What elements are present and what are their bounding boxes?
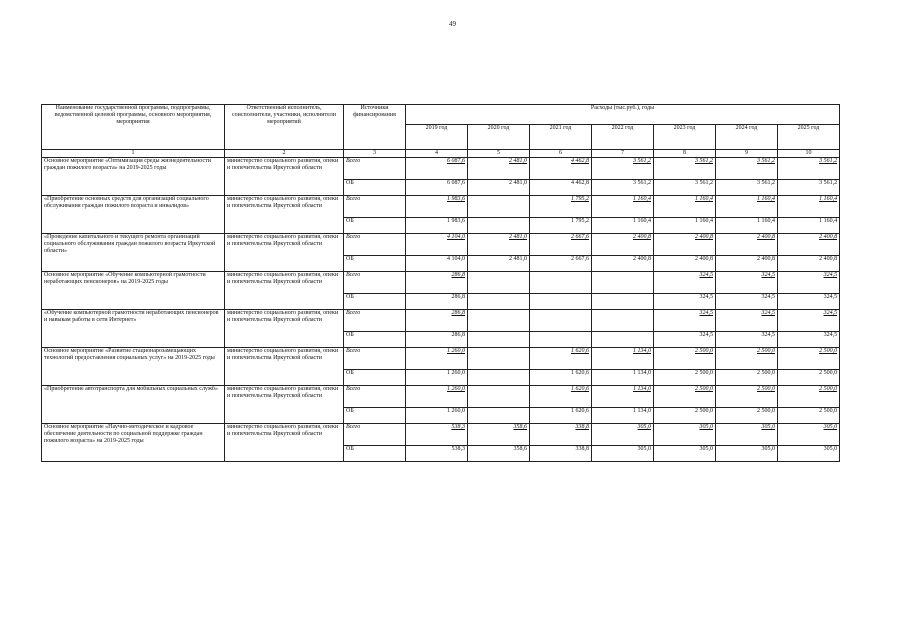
total-amount-cell: 1 983,6 bbox=[406, 196, 468, 218]
responsible-executor: министерство социального развития, опеки и попечительства Иркутской области bbox=[225, 272, 344, 310]
header-year: 2022 год bbox=[592, 125, 654, 150]
funding-source-ob: ОБ bbox=[344, 218, 406, 234]
total-amount-cell: 3 561,2 bbox=[716, 158, 778, 180]
total-amount-cell: 538,3 bbox=[406, 424, 468, 446]
total-amount-cell: 1 160,4 bbox=[592, 196, 654, 218]
total-amount-cell: 2 481,0 bbox=[468, 158, 530, 180]
header-funding-source: Источники финансирования bbox=[344, 105, 406, 150]
ob-amount-cell bbox=[468, 370, 530, 386]
ob-amount-cell: 3 561,2 bbox=[654, 180, 716, 196]
total-amount-cell: 1 160,4 bbox=[654, 196, 716, 218]
table-row bbox=[42, 234, 840, 256]
page-number: 49 bbox=[449, 20, 456, 28]
ob-amount-cell: 1 260,0 bbox=[406, 408, 468, 424]
responsible-executor: министерство социального развития, опеки и попечительства Иркутской области bbox=[225, 196, 344, 234]
total-amount-cell: 286,8 bbox=[406, 272, 468, 294]
column-number: 4 bbox=[406, 150, 468, 158]
total-amount-cell: 3 561,2 bbox=[654, 158, 716, 180]
funding-source-total: Всего bbox=[344, 424, 406, 446]
ob-amount-cell: 305,0 bbox=[716, 446, 778, 462]
funding-source-total: Всего bbox=[344, 158, 406, 180]
header-name: Наименование государственной программы, подпрограммы, ведомственной целевой программы, основного мероприятия, мероприятия bbox=[42, 105, 225, 150]
activity-name: Основное мероприятие «Развитие стационарозамещающих технологий предоставления социальных услуг» на 2019-2025 годы bbox=[42, 348, 225, 386]
activity-name: Основное мероприятие «Обучение компьютерной грамотности неработающих пенсионеров» на 2019-2025 годы bbox=[42, 272, 225, 310]
total-amount-cell: 1 620,6 bbox=[530, 348, 592, 370]
column-number: 7 bbox=[592, 150, 654, 158]
ob-amount-cell: 324,5 bbox=[654, 332, 716, 348]
ob-amount-cell: 4 104,0 bbox=[406, 256, 468, 272]
ob-amount-cell: 1 160,4 bbox=[716, 218, 778, 234]
column-number: 9 bbox=[716, 150, 778, 158]
header-year: 2020 год bbox=[468, 125, 530, 150]
ob-amount-cell bbox=[468, 332, 530, 348]
funding-source-ob: ОБ bbox=[344, 256, 406, 272]
ob-amount-cell bbox=[468, 408, 530, 424]
ob-amount-cell: 3 561,2 bbox=[778, 180, 840, 196]
header-year: 2025 год bbox=[778, 125, 840, 150]
ob-amount-cell bbox=[530, 332, 592, 348]
ob-amount-cell: 1 620,6 bbox=[530, 370, 592, 386]
ob-amount-cell: 1 134,0 bbox=[592, 370, 654, 386]
ob-amount-cell: 1 160,4 bbox=[592, 218, 654, 234]
funding-source-ob: ОБ bbox=[344, 180, 406, 196]
total-amount-cell: 1 620,6 bbox=[530, 386, 592, 408]
table-row bbox=[42, 196, 840, 218]
total-amount-cell: 305,0 bbox=[592, 424, 654, 446]
funding-source-total: Всего bbox=[344, 310, 406, 332]
header-year: 2021 год bbox=[530, 125, 592, 150]
total-amount-cell: 4 104,0 bbox=[406, 234, 468, 256]
total-amount-cell: 305,0 bbox=[654, 424, 716, 446]
ob-amount-cell: 3 561,2 bbox=[716, 180, 778, 196]
ob-amount-cell: 2 400,8 bbox=[592, 256, 654, 272]
ob-amount-cell: 358,6 bbox=[468, 446, 530, 462]
funding-source-total: Всего bbox=[344, 272, 406, 294]
ob-amount-cell: 324,5 bbox=[716, 294, 778, 310]
ob-amount-cell: 1 160,4 bbox=[778, 218, 840, 234]
ob-amount-cell bbox=[468, 218, 530, 234]
responsible-executor: министерство социального развития, опеки и попечительства Иркутской области bbox=[225, 348, 344, 386]
total-amount-cell: 1 795,2 bbox=[530, 196, 592, 218]
ob-amount-cell: 324,5 bbox=[716, 332, 778, 348]
ob-amount-cell: 4 462,8 bbox=[530, 180, 592, 196]
ob-amount-cell: 2 500,0 bbox=[654, 408, 716, 424]
ob-amount-cell: 305,0 bbox=[778, 446, 840, 462]
header-expenses: Расходы (тыс.руб.), годы bbox=[406, 105, 840, 125]
total-amount-cell: 2 481,0 bbox=[468, 234, 530, 256]
total-amount-cell bbox=[592, 272, 654, 294]
total-amount-cell: 6 087,6 bbox=[406, 158, 468, 180]
total-amount-cell: 286,8 bbox=[406, 310, 468, 332]
header-year: 2019 год bbox=[406, 125, 468, 150]
total-amount-cell: 1 134,0 bbox=[592, 348, 654, 370]
table-row bbox=[42, 424, 840, 446]
ob-amount-cell: 338,8 bbox=[530, 446, 592, 462]
ob-amount-cell bbox=[592, 294, 654, 310]
ob-amount-cell: 538,3 bbox=[406, 446, 468, 462]
ob-amount-cell: 1 134,0 bbox=[592, 408, 654, 424]
funding-source-ob: ОБ bbox=[344, 332, 406, 348]
responsible-executor: министерство социального развития, опеки и попечительства Иркутской области bbox=[225, 424, 344, 462]
total-amount-cell: 1 160,4 bbox=[778, 196, 840, 218]
total-amount-cell: 2 400,8 bbox=[592, 234, 654, 256]
total-amount-cell: 324,5 bbox=[778, 272, 840, 294]
ob-amount-cell: 2 500,0 bbox=[716, 370, 778, 386]
funding-source-total: Всего bbox=[344, 348, 406, 370]
ob-amount-cell: 324,5 bbox=[778, 294, 840, 310]
header-year: 2024 год bbox=[716, 125, 778, 150]
total-amount-cell: 3 561,2 bbox=[778, 158, 840, 180]
funding-source-ob: ОБ bbox=[344, 294, 406, 310]
ob-amount-cell: 2 500,0 bbox=[778, 408, 840, 424]
total-amount-cell: 2 400,8 bbox=[778, 234, 840, 256]
activity-name: «Приобретение автотранспорта для мобильных социальных служб» bbox=[42, 386, 225, 424]
total-amount-cell: 3 561,2 bbox=[592, 158, 654, 180]
table-row bbox=[42, 158, 840, 180]
ob-amount-cell: 2 400,8 bbox=[716, 256, 778, 272]
total-amount-cell bbox=[468, 386, 530, 408]
total-amount-cell: 2 400,8 bbox=[716, 234, 778, 256]
ob-amount-cell: 1 260,0 bbox=[406, 370, 468, 386]
total-amount-cell: 2 500,0 bbox=[654, 348, 716, 370]
ob-amount-cell: 2 481,0 bbox=[468, 180, 530, 196]
ob-amount-cell: 6 087,6 bbox=[406, 180, 468, 196]
ob-amount-cell: 305,0 bbox=[592, 446, 654, 462]
responsible-executor: министерство социального развития, опеки и попечительства Иркутской области bbox=[225, 386, 344, 424]
total-amount-cell bbox=[468, 348, 530, 370]
ob-amount-cell bbox=[592, 332, 654, 348]
ob-amount-cell: 1 620,6 bbox=[530, 408, 592, 424]
ob-amount-cell: 324,5 bbox=[778, 332, 840, 348]
total-amount-cell: 2 500,0 bbox=[716, 348, 778, 370]
column-number: 10 bbox=[778, 150, 840, 158]
activity-name: Основное мероприятие «Оптимизация среды жизнедеятельности граждан пожилого возраста» на 2019-2025 годы bbox=[42, 158, 225, 196]
total-amount-cell: 305,0 bbox=[716, 424, 778, 446]
total-amount-cell: 324,5 bbox=[654, 272, 716, 294]
activity-name: «Проведение капитального и текущего ремонта организаций социального обслуживания граждан пожилого возраста Иркутской области» bbox=[42, 234, 225, 272]
total-amount-cell bbox=[530, 272, 592, 294]
responsible-executor: министерство социального развития, опеки и попечительства Иркутской области bbox=[225, 158, 344, 196]
ob-amount-cell: 1 983,6 bbox=[406, 218, 468, 234]
ob-amount-cell: 2 500,0 bbox=[654, 370, 716, 386]
ob-amount-cell: 2 500,0 bbox=[716, 408, 778, 424]
total-amount-cell: 2 500,0 bbox=[654, 386, 716, 408]
column-number: 3 bbox=[344, 150, 406, 158]
ob-amount-cell: 286,8 bbox=[406, 294, 468, 310]
column-number: 1 bbox=[42, 150, 225, 158]
ob-amount-cell: 305,0 bbox=[654, 446, 716, 462]
ob-amount-cell: 2 481,0 bbox=[468, 256, 530, 272]
funding-source-ob: ОБ bbox=[344, 370, 406, 386]
total-amount-cell: 2 500,0 bbox=[716, 386, 778, 408]
table-row bbox=[42, 310, 840, 332]
ob-amount-cell: 324,5 bbox=[654, 294, 716, 310]
total-amount-cell bbox=[592, 310, 654, 332]
ob-amount-cell: 1 160,4 bbox=[654, 218, 716, 234]
total-amount-cell: 1 260,0 bbox=[406, 386, 468, 408]
table-row bbox=[42, 272, 840, 294]
ob-amount-cell bbox=[468, 294, 530, 310]
header-year: 2023 год bbox=[654, 125, 716, 150]
funding-source-ob: ОБ bbox=[344, 446, 406, 462]
activity-name: «Приобретение основных средств для организаций социального обслуживания граждан пожилого возраста и инвалидов» bbox=[42, 196, 225, 234]
funding-source-total: Всего bbox=[344, 386, 406, 408]
responsible-executor: министерство социального развития, опеки и попечительства Иркутской области bbox=[225, 234, 344, 272]
funding-source-ob: ОБ bbox=[344, 408, 406, 424]
total-amount-cell: 1 134,0 bbox=[592, 386, 654, 408]
total-amount-cell: 358,6 bbox=[468, 424, 530, 446]
ob-amount-cell: 2 667,6 bbox=[530, 256, 592, 272]
total-amount-cell: 2 500,0 bbox=[778, 348, 840, 370]
total-amount-cell: 2 500,0 bbox=[778, 386, 840, 408]
activity-name: Основное мероприятие «Научно-методическое и кадровое обеспечение деятельности по социальной поддержке граждан пожилого возраста» на 2019-2025 годы bbox=[42, 424, 225, 462]
total-amount-cell bbox=[468, 310, 530, 332]
total-amount-cell: 324,5 bbox=[716, 310, 778, 332]
table-row bbox=[42, 386, 840, 408]
ob-amount-cell: 2 400,8 bbox=[778, 256, 840, 272]
funding-source-total: Всего bbox=[344, 196, 406, 218]
ob-amount-cell: 2 400,8 bbox=[654, 256, 716, 272]
activity-name: «Обучение компьютерной грамотности неработающих пенсионеров и навыкам работы в сети Интернет» bbox=[42, 310, 225, 348]
total-amount-cell bbox=[468, 272, 530, 294]
column-number: 2 bbox=[225, 150, 344, 158]
total-amount-cell bbox=[530, 310, 592, 332]
total-amount-cell: 305,0 bbox=[778, 424, 840, 446]
total-amount-cell: 324,5 bbox=[716, 272, 778, 294]
ob-amount-cell bbox=[530, 294, 592, 310]
total-amount-cell: 324,5 bbox=[778, 310, 840, 332]
column-number: 6 bbox=[530, 150, 592, 158]
total-amount-cell: 1 160,4 bbox=[716, 196, 778, 218]
total-amount-cell: 2 400,8 bbox=[654, 234, 716, 256]
ob-amount-cell: 1 795,2 bbox=[530, 218, 592, 234]
ob-amount-cell: 286,8 bbox=[406, 332, 468, 348]
table-body bbox=[42, 158, 840, 462]
funding-source-total: Всего bbox=[344, 234, 406, 256]
ob-amount-cell: 3 561,2 bbox=[592, 180, 654, 196]
responsible-executor: министерство социального развития, опеки и попечительства Иркутской области bbox=[225, 310, 344, 348]
column-number: 8 bbox=[654, 150, 716, 158]
total-amount-cell: 2 667,6 bbox=[530, 234, 592, 256]
total-amount-cell: 4 462,8 bbox=[530, 158, 592, 180]
ob-amount-cell: 2 500,0 bbox=[778, 370, 840, 386]
budget-table bbox=[41, 104, 840, 462]
table-row bbox=[42, 348, 840, 370]
column-number: 5 bbox=[468, 150, 530, 158]
total-amount-cell bbox=[468, 196, 530, 218]
total-amount-cell: 1 260,0 bbox=[406, 348, 468, 370]
total-amount-cell: 338,8 bbox=[530, 424, 592, 446]
total-amount-cell: 324,5 bbox=[654, 310, 716, 332]
header-responsible: Ответственный исполнитель, соисполнители, участники, исполнители мероприятий bbox=[225, 105, 344, 150]
